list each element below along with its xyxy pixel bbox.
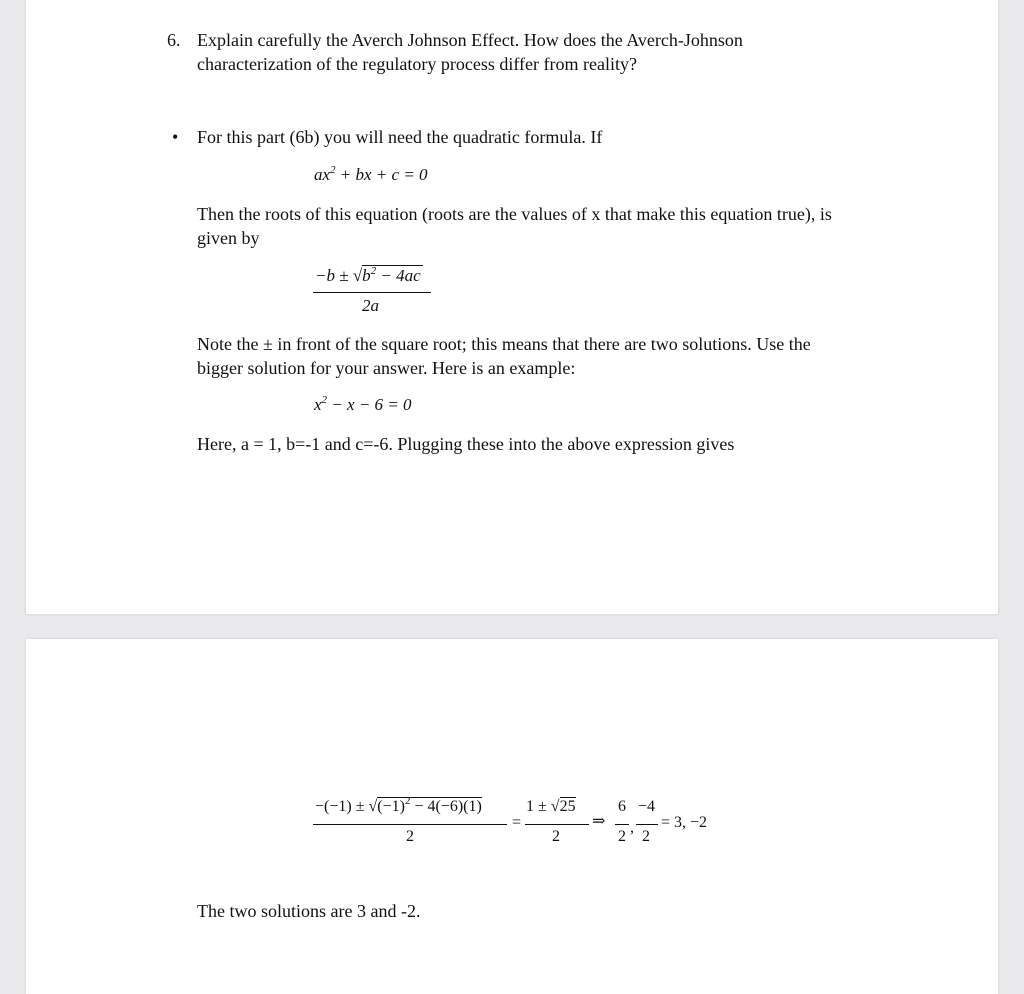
solution-numerator-1 <box>315 795 482 816</box>
sol-num1-radicand-rest: − 4(−6)(1) <box>410 798 482 815</box>
solution-denominator-2: 2 <box>552 828 560 845</box>
note-line-1: Note the ± in front of the square root; this means that there are two solutions. Use the <box>197 334 811 354</box>
formula-radicand-exp: 2 <box>370 265 377 277</box>
formula-radicand-b: b <box>362 266 371 285</box>
question-number: 6. <box>167 30 181 50</box>
roots-text-line-2: given by <box>197 228 260 248</box>
solution-numerator-4: −4 <box>638 798 656 815</box>
solution-fraction-bar-3 <box>615 824 629 825</box>
sol-num2-radicand: 25 <box>559 798 576 815</box>
document-page-2 <box>26 639 998 994</box>
sqrt-icon: √ <box>550 798 560 815</box>
formula-radicand-rest: − 4ac <box>376 266 421 285</box>
note-line-2: bigger solution for your answer. Here is an example: <box>197 358 576 378</box>
example-term-x: x <box>314 395 322 414</box>
formula-denominator: 2a <box>362 296 379 315</box>
formula-num-prefix: −b ± <box>315 266 353 285</box>
example-rest: − x − 6 = 0 <box>327 395 412 414</box>
bullet-icon: • <box>172 127 179 147</box>
solution-comma: , <box>630 819 634 836</box>
solution-result: = 3, −2 <box>661 814 708 831</box>
solution-fraction-bar-2 <box>525 824 589 825</box>
eq-exponent: 2 <box>330 164 336 176</box>
conclusion-text: The two solutions are 3 and -2. <box>197 901 421 921</box>
question-line-2: characterization of the regulatory process differ from reality? <box>197 54 637 74</box>
sqrt-icon: √ <box>352 266 363 285</box>
eq-rest: + bx + c = 0 <box>335 165 428 184</box>
solution-fraction-bar-4 <box>636 824 658 825</box>
sol-num1-radicand-a: (−1) <box>377 798 405 815</box>
bullet-intro: For this part (6b) you will need the quadratic formula. If <box>197 127 603 147</box>
sol-num1-prefix: −(−1) ± <box>315 798 369 815</box>
solution-numerator-3: 6 <box>618 798 626 815</box>
plugging-text: Here, a = 1, b=-1 and c=-6. Plugging these into the above expression gives <box>197 434 735 454</box>
solution-denominator-1: 2 <box>406 828 414 845</box>
sol-num1-exp: 2 <box>404 795 411 807</box>
example-equation <box>314 395 412 415</box>
solution-equals-1: = <box>512 814 522 831</box>
implies-arrow-icon: ⇒ <box>592 813 606 830</box>
document-page-1 <box>26 0 998 614</box>
formula-fraction-bar <box>313 292 431 293</box>
roots-text-line-1: Then the roots of this equation (roots are the values of x that make this equation true), is <box>197 204 832 224</box>
eq-term-ax: ax <box>314 165 331 184</box>
solution-denominator-3: 2 <box>618 828 626 845</box>
sol-num2-prefix: 1 ± <box>526 798 551 815</box>
solution-fraction-bar-1 <box>313 824 507 825</box>
example-exponent: 2 <box>321 394 328 406</box>
solution-numerator-2 <box>526 798 576 816</box>
sqrt-icon: √ <box>368 798 378 815</box>
solution-denominator-4: 2 <box>642 828 650 845</box>
question-line-1: Explain carefully the Averch Johnson Effect. How does the Averch-Johnson <box>197 30 743 50</box>
formula-numerator <box>315 266 423 286</box>
general-quadratic-equation <box>314 165 428 185</box>
